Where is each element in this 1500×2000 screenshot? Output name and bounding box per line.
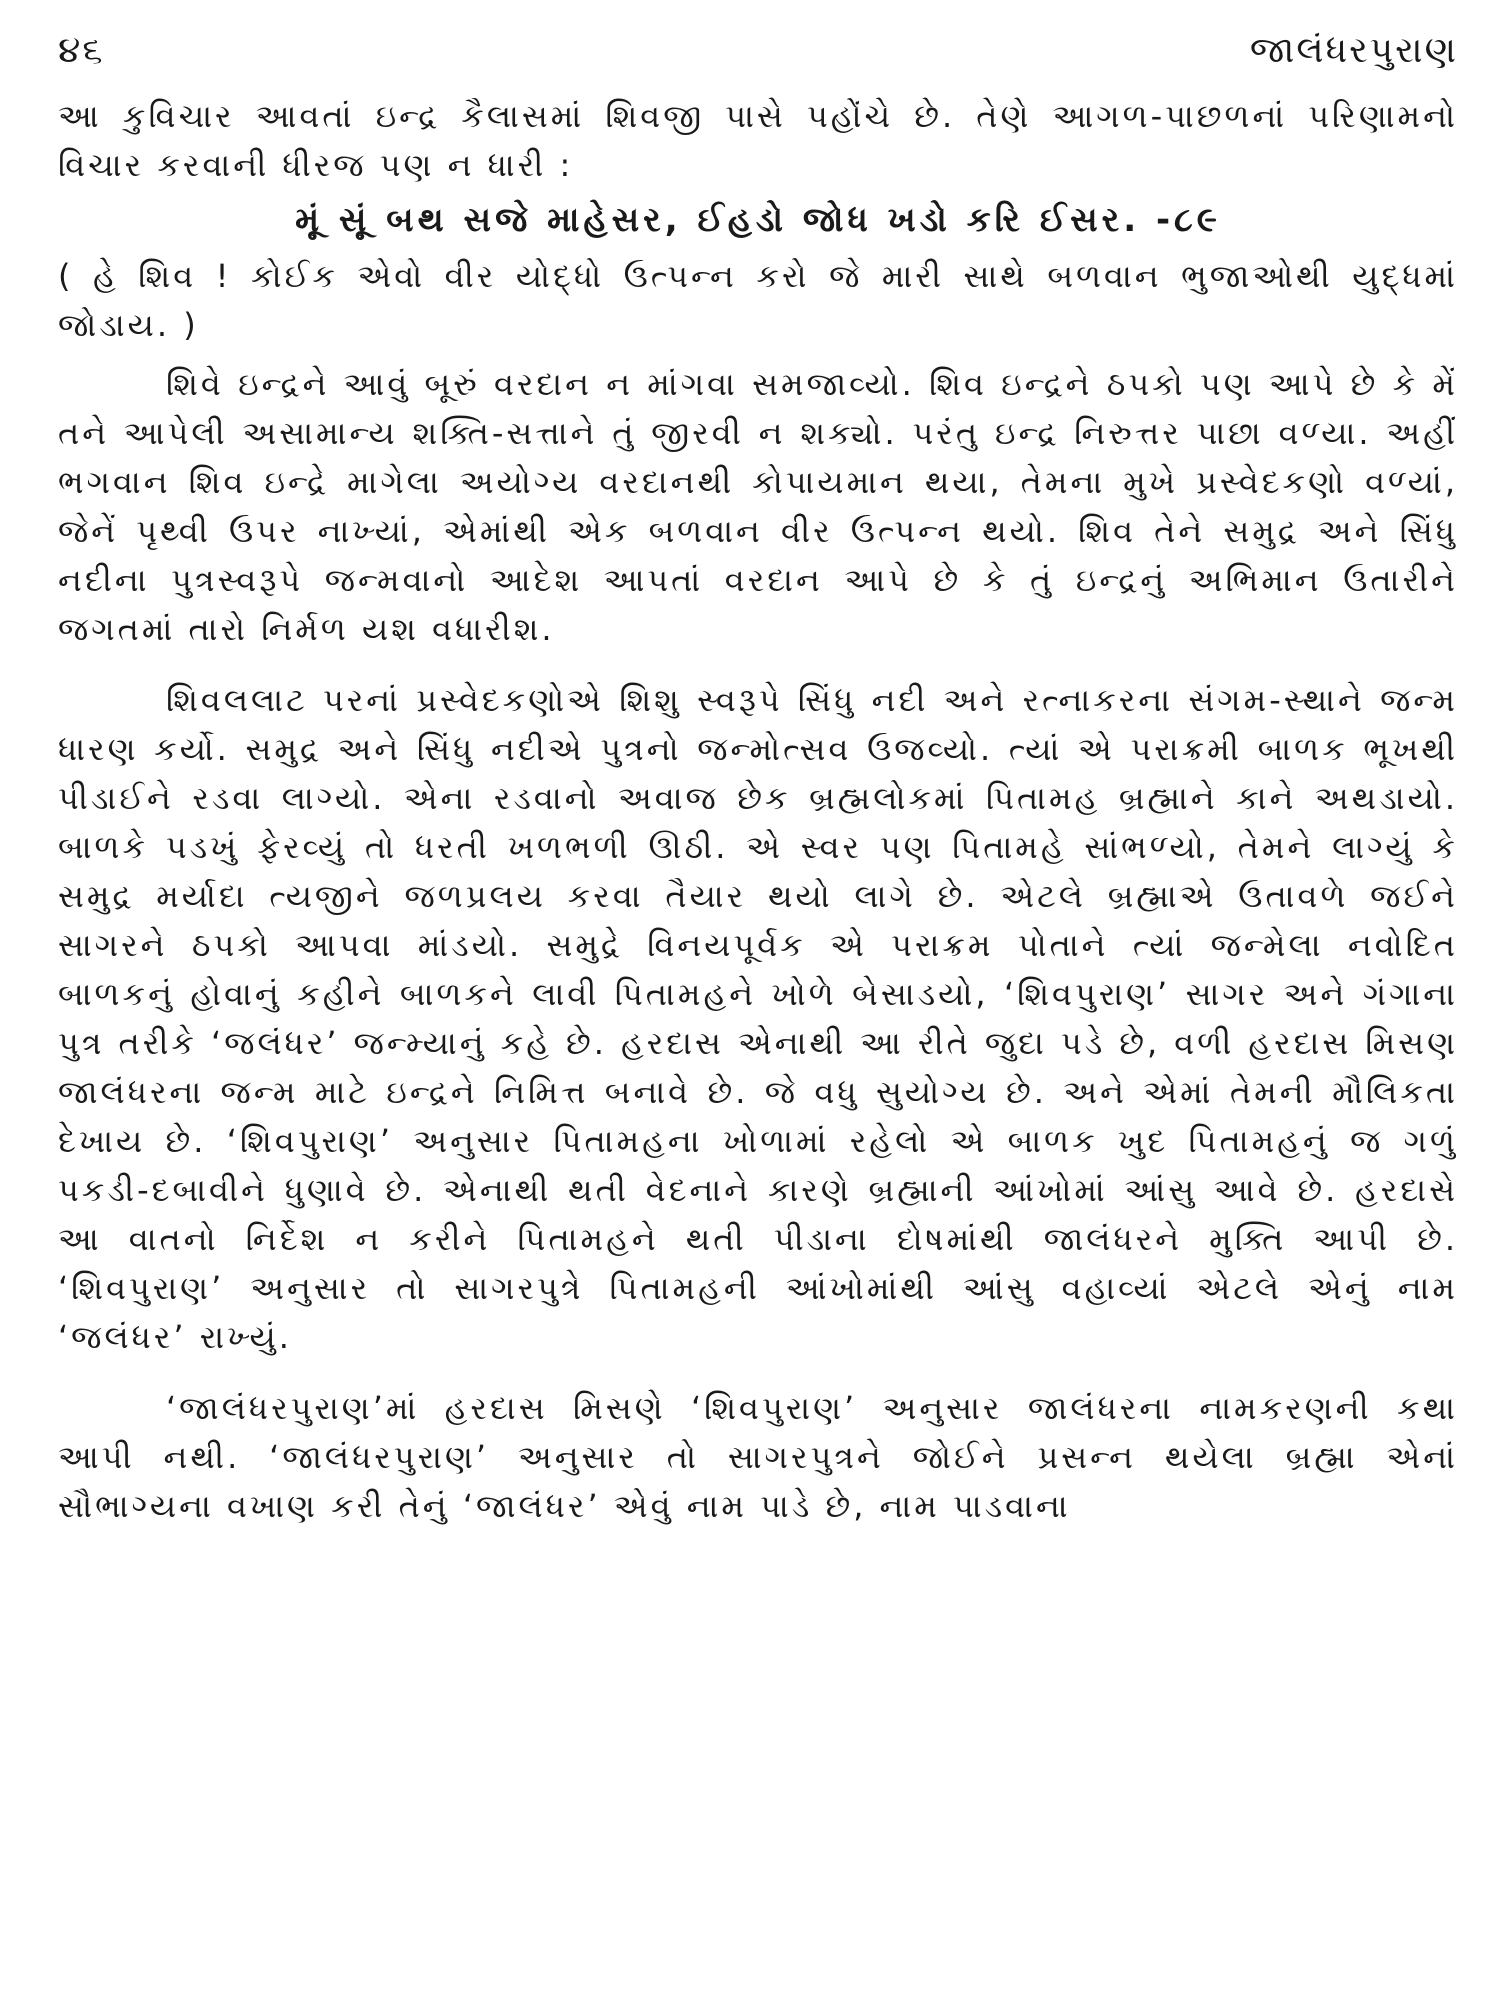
verse-couplet: મૂં સૂં બથ સજે માહેસર, ઈહડો જોધ ખડો કરિ ઈસર. -૮૯ [295,200,1221,240]
spacer [58,350,1458,360]
intro-paragraph: આ કુવિચાર આવતાં ઇન્દ્ર કૈલાસમાં શિવજી પાસે પહોંચે છે. તેણે આગળ-પાછળનાં પરિણામનો વિચાર કરવાની ધીરજ પણ ન ધારી : [58,97,1458,184]
spacer [58,654,1458,676]
running-title: જાલંધરપુરાણ [1249,30,1458,71]
verse-gloss: ( હે શિવ ! કોઈક એવો વીર યોદ્ધો ઉત્પન્ન કરો જે મારી સાથે બળવાન ભુજાઓથી યુદ્ધમાં જોડાય. ) [58,257,1458,344]
page-number: ૪૬ [58,30,105,71]
spacer [58,1362,1458,1384]
body-paragraph-3: ‘જાલંધરપુરાણ’માં હરદાસ મિસણે ‘શિવપુરાણ’ અનુસાર જાલંધરના નામકરણની કથા આપી નથી. ‘જાલંધરપુરાણ’ અનુસાર તો સાગરપુત્રને જોઈને પ્રસન્ન થયેલા બ્રહ્મા એનાં સૌભાગ્યના વખાણ કરી તેનું ‘જાલંધર’ એવું નામ પાડે છે, નામ પાડવાના [58,1389,1458,1525]
book-page [58,30,1458,1980]
page-header [58,30,1458,92]
body-paragraph-2: શિવલલાટ પરનાં પ્રસ્વેદકણોએ શિશુ સ્વરૂપે સિંધુ નદી અને રત્નાકરના સંગમ-સ્થાને જન્મ ધારણ કર્યો. સમુદ્ર અને સિંધુ નદીએ પુત્રનો જન્મોત્સવ ઉજવ્યો. ત્યાં એ પરાક્રમી બાળક ભૂખથી પીડાઈને રડવા લાગ્યો. એના રડવાનો અવાજ છેક બ્રહ્મલોકમાં પિતામહ બ્રહ્માને કાને અથડાયો. બાળકે પડખું ફેરવ્યું તો ધરતી ખળભળી ઊઠી. એ સ્વર પણ પિતામહે સાંભળ્યો, તેમને લાગ્યું કે સમુદ્ર મર્યાદા ત્યજીને જળપ્રલય કરવા તૈયાર થયો લાગે છે. એટલે બ્રહ્માએ ઉતાવળે જઈને સાગરને ઠપકો આપવા માંડયો. સમુદ્રે વિનયપૂર્વક એ પરાક્રમ પોતાને ત્યાં જન્મેલા નવોદિત બાળકનું હોવાનું કહીને બાળકને લાવી પિતામહને ખોળે બેસાડયો, ‘શિવપુરાણ’ સાગર અને ગંગાના પુત્ર તરીકે ‘જલંધર’ જન્મ્યાનું કહે છે. હરદાસ એનાથી આ રીતે જુદા પડે છે, વળી હરદાસ મિસણ જાલંધરના જન્મ માટે ઇન્દ્રને નિમિત્ત બનાવે છે. જે વધુ સુયોગ્ય છે. અને એમાં તેમની મૌલિકતા દેખાય છે. ‘શિવપુરાણ’ અનુસાર પિતામહના ખોળામાં રહેલો એ બાળક ખુદ પિતામહનું જ ગળું પકડી-દબાવીને ધુણાવે છે. એનાથી થતી વેદનાને કારણે બ્રહ્માની આંખોમાં આંસુ આવે છે. હરદાસે આ વાતનો નિર્દેશ ન કરીને પિતામહને થતી પીડાના દોષમાંથી જાલંધરને મુક્તિ આપી છે. ‘શિવપુરાણ’ અનુસાર તો સાગરપુત્રે પિતામહની આંખોમાંથી આંસુ વહાવ્યાં એટલે એનું નામ ‘જલંધર’ રાખ્યું. [58,681,1458,1356]
body-paragraph-1: શિવે ઇન્દ્રને આવું બૂરું વરદાન ન માંગવા સમજાવ્યો. શિવ ઇન્દ્રને ઠપકો પણ આપે છે કે મેં તને આપેલી અસામાન્ય શક્તિ-સત્તાને તું જીરવી ન શક્યો. પરંતુ ઇન્દ્ર નિરુત્તર પાછા વળ્યા. અહીં ભગવાન શિવ ઇન્દ્રે માગેલા અયોગ્ય વરદાનથી કોપાયમાન થયા, તેમના મુખે પ્રસ્વેદકણો વળ્યાં, જેનેં પૃથ્વી ઉપર નાખ્યાં, એમાંથી એક બળવાન વીર ઉત્પન્ન થયો. શિવ તેને સમુદ્ર અને સિંધુ નદીના પુત્રસ્વરૂપે જન્મવાનો આદેશ આપતાં વરદાન આપે છે કે તું ઇન્દ્રનું અભિમાન ઉતારીને જગતમાં તારો નિર્મળ યશ વધારીશ. [58,365,1458,648]
